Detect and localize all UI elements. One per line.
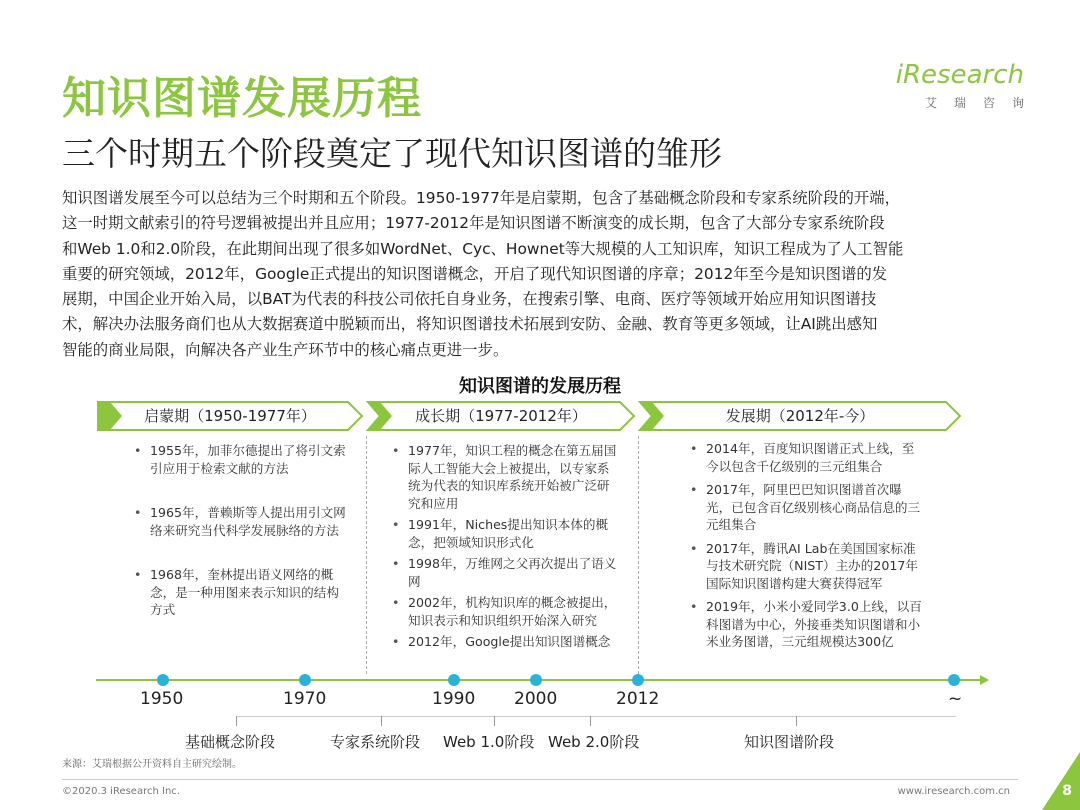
event-item: • 1965年，普赖斯等人提出用引文网络来研究当代科学发展脉络的方法 — [134, 504, 348, 539]
phase-tick — [796, 716, 797, 726]
timeline-dot — [448, 674, 460, 686]
event-item: • 1977年，知识工程的概念在第五届国际人工智能大会上被提出，以专家系统为代表的知识库系统开始被广泛研究和应用 — [392, 442, 622, 512]
page-title: 知识图谱发展历程 — [62, 73, 422, 124]
event-item: • 2017年，阿里巴巴知识图谱首次曝光，已包含百亿级别核心商品信息的三元组集合 — [690, 481, 922, 534]
phase-label: 知识图谱阶段 — [744, 733, 835, 751]
axis-arrow-icon — [980, 675, 989, 685]
year-label: ~ — [948, 689, 963, 709]
page-subtitle: 三个时期五个阶段奠定了现代知识图谱的雏形 — [62, 134, 722, 173]
intro-paragraph — [62, 186, 1022, 363]
year-label: 1990 — [432, 689, 476, 709]
phase-tick — [236, 716, 237, 726]
event-item: • 1998年，万维网之父再次提出了语义网 — [392, 555, 622, 590]
year-label: 1970 — [283, 689, 327, 709]
intro-line: 智能的商业局限，向解决各产业生产环节中的核心痛点更进一步。 — [62, 340, 509, 359]
column-divider — [638, 436, 639, 674]
period-label: 成长期（1977-2012年） — [415, 407, 587, 425]
phase-baseline — [236, 716, 956, 717]
period-enlightenment — [96, 400, 364, 432]
intro-line: 重要的研究领域，2012年，Google正式提出的知识图谱概念，开启了现代知识图谱的序章；2012年至今是知识图谱的发 — [62, 264, 888, 283]
phase-tick — [590, 716, 591, 726]
phase-label: Web 2.0阶段 — [548, 733, 640, 751]
year-label: 2000 — [514, 689, 558, 709]
logo-wordmark: iResearch — [895, 60, 1024, 90]
intro-line: 知识图谱发展至今可以总结为三个时期和五个阶段。1950-1977年是启蒙期，包含了基础概念阶段和专家系统阶段的开端， — [62, 189, 901, 207]
events-enlightenment — [134, 438, 348, 619]
copyright: ©2020.3 iResearch Inc. — [62, 786, 180, 797]
event-item: • 2019年，小米小爱同学3.0上线，以百科图谱为中心，外接垂类知识图谱和小米业务图谱，三元组规模达300亿 — [690, 598, 922, 651]
phase-label: Web 1.0阶段 — [443, 733, 535, 751]
events-development — [690, 438, 922, 651]
page-badge — [1042, 752, 1080, 810]
timeline-dot — [157, 674, 169, 686]
year-label: 2012 — [616, 689, 660, 709]
intro-line: 展期，中国企业开始入局，以BAT为代表的科技公司依托自身业务，在搜索引擎、电商、医疗等领域开始应用知识图谱技 — [62, 290, 877, 309]
timeline-dot — [948, 674, 960, 686]
events-growth — [392, 438, 622, 651]
phase-label: 专家系统阶段 — [330, 733, 421, 751]
event-item: • 2012年，Google提出知识图谱概念 — [392, 633, 622, 651]
intro-line: 术，解决办法服务商们也从大数据赛道中脱颖而出，将知识图谱技术拓展到安防、金融、教育等更多领域，让AI跳出感知 — [62, 315, 878, 334]
intro-line: 和Web 1.0和2.0阶段，在此期间出现了很多如WordNet、Cyc、Hownet等大规模的人工知识库，知识工程成为了人工智能 — [62, 239, 904, 258]
phase-tick — [381, 716, 382, 726]
event-item: • 2014年，百度知识图谱正式上线，至今以包含千亿级别的三元组集合 — [690, 440, 922, 475]
intro-line: 这一时期文献索引的符号逻辑被提出并且应用；1977-2012年是知识图谱不断演变的成长期，包含了大部分专家系统阶段 — [62, 214, 885, 233]
event-item: • 1955年，加菲尔德提出了将引文索引应用于检索文献的方法 — [134, 442, 348, 477]
logo-chinese-name: 艾瑞咨询 — [924, 96, 1041, 110]
event-item: • 1991年，Niches提出知识本体的概念，把领域知识形式化 — [392, 516, 622, 551]
event-item: • 1968年，奎林提出语义网络的概念，是一种用图来表示知识的结构方式 — [134, 566, 348, 619]
page-number: 8 — [1062, 783, 1072, 799]
period-development — [638, 400, 962, 432]
website-link[interactable]: www.iresearch.com.cn — [897, 786, 1010, 797]
phase-label: 基础概念阶段 — [185, 733, 276, 751]
source-note: 来源：艾瑞根据公开资料自主研究绘制。 — [62, 759, 242, 770]
phase-tick — [494, 716, 495, 726]
timeline-dot — [299, 674, 311, 686]
timeline-dot — [632, 674, 644, 686]
column-divider — [366, 436, 367, 674]
period-growth — [366, 400, 636, 432]
timeline-dot — [530, 674, 542, 686]
period-label: 发展期（2012年-今） — [725, 407, 875, 425]
year-label: 1950 — [140, 689, 184, 709]
iresearch-logo — [879, 60, 1041, 111]
event-item: • 2002年，机构知识库的概念被提出，知识表示和知识组织开始深入研究 — [392, 594, 622, 629]
footer-divider — [62, 779, 1018, 780]
timeline-title: 知识图谱的发展历程 — [459, 376, 621, 397]
event-item: • 2017年，腾讯AI Lab在美国国家标准与技术研究院（NIST）主办的2017年国际知识图谱构建大赛获得冠军 — [690, 540, 922, 593]
period-label: 启蒙期（1950-1977年） — [144, 407, 316, 425]
